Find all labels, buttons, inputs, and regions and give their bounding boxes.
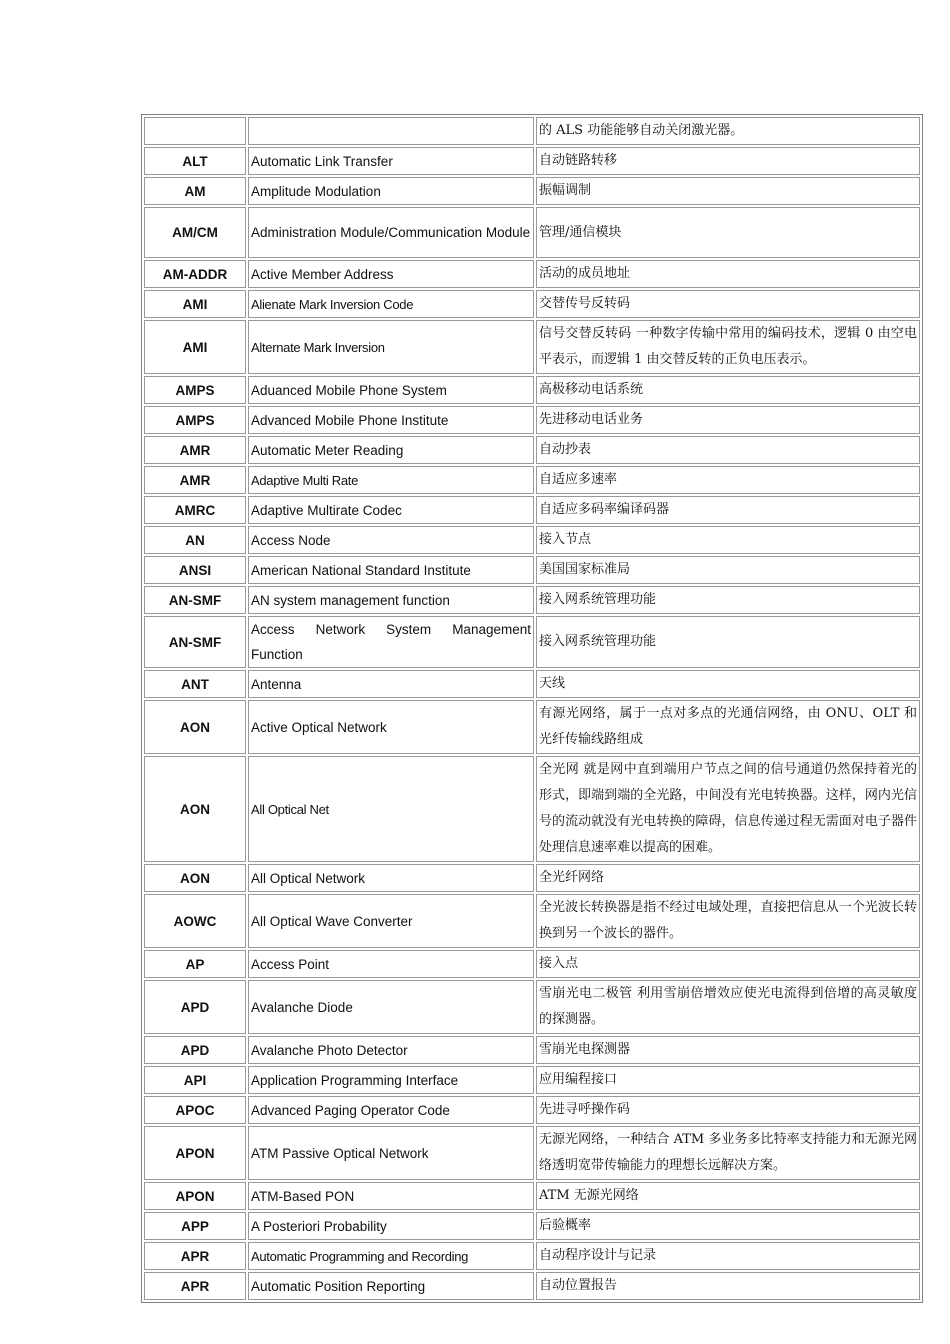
table-row	[144, 496, 920, 524]
description-cell: 天线	[536, 670, 920, 698]
term-cell: Adaptive Multirate Codec	[248, 496, 534, 524]
description-cell: 的 ALS 功能能够自动关闭激光器。	[536, 117, 920, 145]
abbreviation-cell: APD	[144, 1036, 246, 1064]
abbreviation-cell: AOWC	[144, 894, 246, 948]
abbreviation-cell: ANSI	[144, 556, 246, 584]
abbreviation-cell: AMR	[144, 436, 246, 464]
term-cell: Aduanced Mobile Phone System	[248, 376, 534, 404]
table-row	[144, 147, 920, 175]
table-row	[144, 950, 920, 978]
abbreviation-cell: AON	[144, 700, 246, 754]
description-cell: 无源光网络，一种结合 ATM 多业务多比特率支持能力和无源光网络透明宽带传输能力的理想长远解决方案。	[536, 1126, 920, 1180]
table-row	[144, 756, 920, 862]
table-row	[144, 1036, 920, 1064]
abbreviation-cell: AMRC	[144, 496, 246, 524]
term-cell: Automatic Link Transfer	[248, 147, 534, 175]
description-cell: 管理/通信模块	[536, 207, 920, 258]
description-cell: 接入节点	[536, 526, 920, 554]
table-row	[144, 1096, 920, 1124]
table-row	[144, 320, 920, 374]
description-cell: 信号交替反转码 一种数字传输中常用的编码技术，逻辑 0 由空电平表示，而逻辑 1 由交替反转的正负电压表示。	[536, 320, 920, 374]
table-row	[144, 1126, 920, 1180]
term-cell: Access Network System Management Function	[248, 616, 534, 668]
abbreviation-cell: AMR	[144, 466, 246, 494]
abbreviation-cell: APP	[144, 1212, 246, 1240]
description-cell: 自动抄表	[536, 436, 920, 464]
term-cell: All Optical Net	[248, 756, 534, 862]
description-cell: 后验概率	[536, 1212, 920, 1240]
table-row	[144, 894, 920, 948]
table-row	[144, 1272, 920, 1300]
table-row	[144, 290, 920, 318]
table-row	[144, 616, 920, 668]
term-cell: A Posteriori Probability	[248, 1212, 534, 1240]
table-row	[144, 436, 920, 464]
table-row	[144, 376, 920, 404]
table-row	[144, 1182, 920, 1210]
abbreviation-cell: AON	[144, 756, 246, 862]
table-row	[144, 1212, 920, 1240]
abbreviation-cell: AMPS	[144, 406, 246, 434]
description-cell: 自动程序设计与记录	[536, 1242, 920, 1270]
description-cell: 应用编程接口	[536, 1066, 920, 1094]
term-cell: Access Node	[248, 526, 534, 554]
term-cell: Administration Module/Communication Module	[248, 207, 534, 258]
term-cell: All Optical Wave Converter	[248, 894, 534, 948]
description-cell: 全光波长转换器是指不经过电域处理，直接把信息从一个光波长转换到另一个波长的器件。	[536, 894, 920, 948]
abbreviation-cell: AMI	[144, 320, 246, 374]
abbreviation-cell: AN	[144, 526, 246, 554]
term-cell: Antenna	[248, 670, 534, 698]
term-cell: Access Point	[248, 950, 534, 978]
description-cell: 振幅调制	[536, 177, 920, 205]
term-cell: Automatic Meter Reading	[248, 436, 534, 464]
term-cell: Adaptive Multi Rate	[248, 466, 534, 494]
description-cell: 自动位置报告	[536, 1272, 920, 1300]
term-cell: Active Member Address	[248, 260, 534, 288]
table-row	[144, 117, 920, 145]
description-cell: ATM 无源光网络	[536, 1182, 920, 1210]
table-row	[144, 406, 920, 434]
term-cell: ATM-Based PON	[248, 1182, 534, 1210]
abbreviation-cell: AP	[144, 950, 246, 978]
description-cell: 自动链路转移	[536, 147, 920, 175]
description-cell: 接入网系统管理功能	[536, 586, 920, 614]
abbreviation-cell: AN-SMF	[144, 616, 246, 668]
term-cell: Active Optical Network	[248, 700, 534, 754]
description-cell: 美国国家标准局	[536, 556, 920, 584]
abbreviation-cell	[144, 117, 246, 145]
table-row	[144, 586, 920, 614]
description-cell: 先进寻呼操作码	[536, 1096, 920, 1124]
abbreviation-cell: APOC	[144, 1096, 246, 1124]
description-cell: 有源光网络，属于一点对多点的光通信网络，由 ONU、OLT 和光纤传输线路组成	[536, 700, 920, 754]
term-cell: Alternate Mark Inversion	[248, 320, 534, 374]
description-cell: 接入网系统管理功能	[536, 616, 920, 668]
term-cell	[248, 117, 534, 145]
table-row	[144, 980, 920, 1034]
glossary-table-body	[144, 117, 920, 1300]
abbreviation-cell: ALT	[144, 147, 246, 175]
abbreviation-cell: APR	[144, 1272, 246, 1300]
table-row	[144, 1242, 920, 1270]
table-row	[144, 177, 920, 205]
term-cell: Amplitude Modulation	[248, 177, 534, 205]
abbreviation-cell: AN-SMF	[144, 586, 246, 614]
term-cell: Avalanche Diode	[248, 980, 534, 1034]
description-cell: 全光网 就是网中直到端用户节点之间的信号通道仍然保持着光的形式，即端到端的全光路，中间没有光电转换器。这样，网内光信号的流动就没有光电转换的障碍，信息传递过程无需面对电子器件处理信息速率难以提高的困难。	[536, 756, 920, 862]
glossary-page	[141, 114, 923, 1303]
description-cell: 活动的成员地址	[536, 260, 920, 288]
description-cell: 自适应多码率编译码器	[536, 496, 920, 524]
table-row	[144, 207, 920, 258]
term-cell: American National Standard Institute	[248, 556, 534, 584]
description-cell: 先进移动电话业务	[536, 406, 920, 434]
term-cell: Alienate Mark Inversion Code	[248, 290, 534, 318]
table-row	[144, 1066, 920, 1094]
description-cell: 接入点	[536, 950, 920, 978]
description-cell: 高极移动电话系统	[536, 376, 920, 404]
abbreviation-cell: APON	[144, 1182, 246, 1210]
abbreviation-cell: AM/CM	[144, 207, 246, 258]
table-row	[144, 700, 920, 754]
table-row	[144, 864, 920, 892]
abbreviation-cell: AON	[144, 864, 246, 892]
description-cell: 自适应多速率	[536, 466, 920, 494]
description-cell: 全光纤网络	[536, 864, 920, 892]
term-cell: AN system management function	[248, 586, 534, 614]
abbreviation-cell: APD	[144, 980, 246, 1034]
term-cell: All Optical Network	[248, 864, 534, 892]
table-row	[144, 466, 920, 494]
abbreviation-cell: APR	[144, 1242, 246, 1270]
term-cell: Advanced Mobile Phone Institute	[248, 406, 534, 434]
table-row	[144, 556, 920, 584]
term-cell: Automatic Position Reporting	[248, 1272, 534, 1300]
term-cell: ATM Passive Optical Network	[248, 1126, 534, 1180]
description-cell: 雪崩光电二极管 利用雪崩倍增效应使光电流得到倍增的高灵敏度的探测器。	[536, 980, 920, 1034]
abbreviation-cell: APON	[144, 1126, 246, 1180]
abbreviation-cell: ANT	[144, 670, 246, 698]
table-row	[144, 526, 920, 554]
glossary-table	[141, 114, 923, 1303]
term-cell: Advanced Paging Operator Code	[248, 1096, 534, 1124]
term-cell: Avalanche Photo Detector	[248, 1036, 534, 1064]
abbreviation-cell: API	[144, 1066, 246, 1094]
abbreviation-cell: AMI	[144, 290, 246, 318]
table-row	[144, 260, 920, 288]
term-cell: Application Programming Interface	[248, 1066, 534, 1094]
abbreviation-cell: AM	[144, 177, 246, 205]
description-cell: 交替传号反转码	[536, 290, 920, 318]
term-cell: Automatic Programming and Recording	[248, 1242, 534, 1270]
table-row	[144, 670, 920, 698]
description-cell: 雪崩光电探测器	[536, 1036, 920, 1064]
abbreviation-cell: AM-ADDR	[144, 260, 246, 288]
abbreviation-cell: AMPS	[144, 376, 246, 404]
